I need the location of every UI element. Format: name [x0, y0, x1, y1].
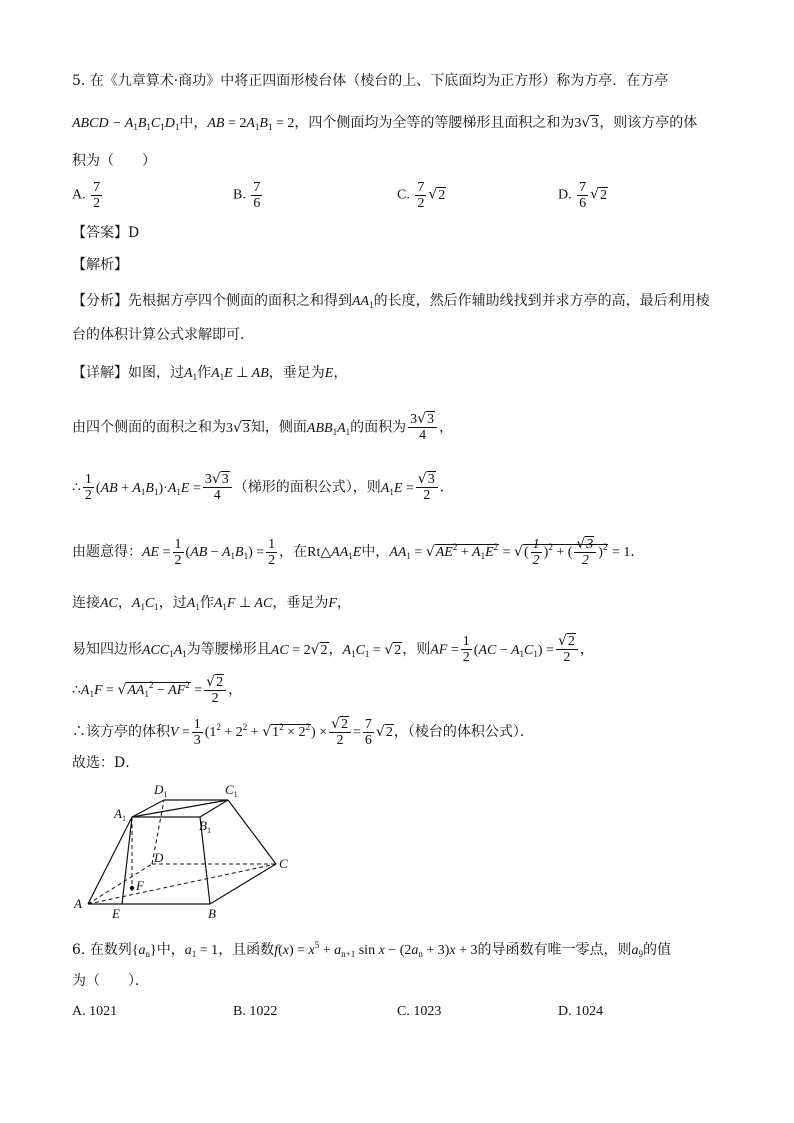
step8-line: 故选：D．: [72, 755, 140, 771]
q5-option-c[interactable]: C. $\frac{7}{2}$ √2: [397, 180, 446, 211]
math: $(AB + A_1B_1)\cdot A_1E$ =: [95, 480, 201, 497]
option-letter: A.: [72, 187, 86, 203]
text: 1023: [413, 1004, 442, 1019]
math: E: [324, 366, 334, 381]
text: 的导函数有唯一零点，则: [477, 942, 632, 958]
q6-option-d[interactable]: [558, 1004, 603, 1020]
math: V =: [170, 725, 190, 740]
text: ，则: [402, 641, 431, 658]
math: $AA_1 = √AE^2 + A_1E^2$ = √( $\frac{1}{2}$ )$^2$ + ( $\frac{√3}{2}$ )$^2$ = 1: [389, 536, 631, 569]
step1-line: [72, 412, 453, 443]
text: 中，: [156, 942, 185, 958]
q5-line3: 积为（ ）: [72, 153, 156, 169]
text: 的长度，然后作辅助线找到并求方亭的高，最后利用棱: [373, 293, 710, 309]
step6-line: [72, 674, 242, 706]
text: 连接: [72, 595, 100, 611]
math: $A_1F = √AA_1^2 - AF^2$ =: [80, 680, 203, 699]
option-fraction: [91, 180, 102, 211]
text: 知，侧面: [250, 419, 307, 436]
math: $\frac{7}{6}$: [364, 716, 372, 748]
label-a: A: [74, 896, 82, 911]
text: ，（棱台的体积公式）．: [393, 724, 534, 740]
math: $A_1C_1 = √2$: [342, 641, 402, 659]
q5-line2: [72, 112, 697, 138]
math: $(AC - A_1C_1)$ =: [473, 642, 554, 659]
math: $\frac{√2}{2}$: [556, 634, 578, 665]
label-b: B: [208, 906, 216, 920]
math: $ABB_1A_1$: [306, 420, 351, 437]
text: ，则该方亭的体: [599, 115, 698, 131]
option-fraction: [415, 180, 426, 211]
label-d: D: [154, 850, 164, 865]
text: 中，: [179, 115, 208, 131]
numerator: 7: [93, 180, 101, 195]
math: $\frac{1}{3}$: [193, 716, 201, 748]
math: AE =: [142, 545, 171, 560]
math: $\frac{3√3}{4}$: [203, 472, 232, 503]
frustum-figure: [70, 780, 300, 920]
math: 2: [385, 725, 393, 740]
math: $\frac{√2}{2}$: [204, 675, 226, 706]
text: （梯形的面积公式），则: [233, 479, 381, 496]
text: 作: [199, 595, 214, 611]
math: $ACC_1A_1$: [142, 642, 187, 659]
q5-option-a[interactable]: [72, 180, 104, 211]
math: $a_1 = 1$: [184, 943, 219, 959]
math: =: [353, 725, 361, 740]
analysis-tag: 【解析】: [72, 257, 128, 273]
denominator: 2: [417, 196, 425, 211]
answer-tag: 【答案】: [72, 225, 128, 241]
math: $\frac{1}{2}$: [174, 536, 182, 568]
denominator: 6: [253, 196, 261, 211]
text: ，在: [279, 544, 308, 560]
label-f: F: [136, 878, 144, 893]
text: ∴该方亭的体积: [72, 724, 170, 740]
math: F: [328, 596, 337, 611]
option-fraction: [251, 180, 262, 211]
label-d1: $D_1$: [154, 782, 168, 799]
math: $(AB - A_1B_1)$ =: [185, 545, 265, 561]
numerator: 7: [253, 180, 261, 195]
q5-option-d[interactable]: D. $\frac{7}{6}$ √2: [558, 180, 608, 211]
text: ．: [630, 544, 645, 560]
step7-line: [72, 716, 534, 748]
math: $f(x) = x^5 + a_{n+1}$ $\sin x - (2a_n + 3)x + 3$: [274, 940, 478, 959]
text: ，: [579, 641, 594, 658]
step4-line: [72, 592, 351, 618]
math: $\frac{1}{2}$: [268, 536, 276, 568]
option-fraction: [577, 180, 588, 211]
q6-option-c[interactable]: [397, 1004, 441, 1020]
edge-ac-hidden: [88, 864, 276, 904]
text: 1024: [575, 1004, 604, 1019]
step2-line: [72, 472, 454, 503]
q5-number: 5.: [72, 73, 86, 89]
edge-a1e: [122, 817, 132, 904]
answer-line: [72, 222, 139, 244]
text: A.: [72, 1004, 86, 1019]
label-b1: $B_1$: [199, 818, 211, 835]
text: ，: [228, 682, 243, 698]
q6-option-a[interactable]: [72, 1004, 117, 1020]
q5-stem-1: 在《九章算术·商功》中将正四面形棱台体（棱台的上、下底面均为正方形）称为方亭．在方亭: [89, 73, 669, 89]
text: ，: [328, 641, 343, 658]
q6-option-b[interactable]: [233, 1004, 277, 1020]
q5-option-b[interactable]: [233, 180, 264, 211]
option-letter: C.: [397, 187, 410, 203]
edge-aa1: [88, 817, 132, 904]
option-letter: B.: [233, 187, 246, 203]
math-3root3: 3√3: [574, 115, 599, 131]
text: 1022: [249, 1004, 278, 1019]
text: 由四个侧面的面积之和为: [72, 419, 226, 436]
text: ，且函数: [218, 942, 275, 958]
text: 易知四边形: [72, 641, 142, 658]
math-aa1: $AA_1$: [352, 294, 374, 310]
text: 的面积为: [350, 419, 407, 436]
text: D.: [558, 1004, 572, 1019]
text: C.: [397, 1004, 410, 1019]
label-c: C: [279, 856, 288, 871]
text: 中，: [361, 544, 390, 560]
math: AC = 2√2: [270, 641, 328, 658]
label-a1: $A_1$: [114, 806, 126, 823]
answer-value: D: [128, 225, 140, 241]
q6-line1: [72, 934, 671, 965]
text: 的值: [643, 942, 672, 958]
math: $\{a_n\}$: [131, 943, 157, 959]
text: 由题意得：: [72, 544, 142, 560]
math: $A_1C_1$: [131, 596, 159, 612]
math: $(1^2 + 2^2 + √1^2 \times 2^2)$ ×: [204, 722, 328, 740]
math: $\frac{√2}{2}$: [329, 717, 351, 748]
text: ，四个侧面均为全等的等腰梯形且面积之和为: [294, 115, 575, 131]
math: $\frac{√3}{2}$: [416, 472, 438, 503]
math: $A_1$: [186, 596, 200, 612]
denominator: 2: [93, 196, 101, 211]
math: AC: [100, 596, 118, 611]
q6-number: 6.: [72, 942, 86, 958]
math: $\frac{1}{2}$: [462, 634, 470, 665]
text: ，: [333, 365, 348, 381]
step5-line: [72, 634, 594, 665]
math: AF =: [430, 642, 459, 658]
q6-line2: 为（ ）．: [72, 973, 149, 989]
text: 为等腰梯形且: [186, 641, 271, 658]
radicand: 2: [438, 187, 446, 203]
detail-tag: 【详解】: [72, 365, 128, 381]
text: 1021: [89, 1004, 118, 1019]
math: $\frac{1}{2}$: [84, 472, 92, 503]
text: ∴: [72, 479, 81, 496]
text: 如图，过: [128, 365, 184, 381]
math: √: [375, 724, 385, 740]
label-c1: $C_1$: [225, 782, 238, 799]
math: $A_1E$ =: [380, 480, 414, 497]
text: ，: [439, 419, 454, 436]
math: Rt△: [307, 545, 332, 560]
text: ∴: [72, 682, 81, 698]
text: 作: [197, 365, 212, 381]
edge-bc: [210, 864, 276, 904]
text: ，垂足为: [268, 365, 325, 381]
fenxi-tag: 【分析】: [72, 293, 128, 309]
edge-cc1: [228, 800, 276, 864]
numerator: 7: [579, 180, 587, 195]
text: ，过: [158, 595, 187, 611]
numerator: 7: [417, 180, 425, 195]
q5-line1: [72, 70, 668, 92]
math: $a_9$: [631, 943, 644, 959]
option-letter: D.: [558, 187, 572, 203]
math-ab: AB = $2A_1B_1 = 2$: [207, 116, 295, 132]
math: $A_1F$ ⊥ AC: [213, 596, 273, 612]
text: ，垂足为: [272, 595, 329, 611]
detail-line1: [72, 362, 347, 388]
fenxi-line2: 台的体积计算公式求解即可．: [72, 327, 254, 343]
text: ，: [117, 595, 132, 611]
step3-line: [72, 536, 644, 568]
math: $A_1E$ ⊥ AB: [211, 366, 269, 382]
denominator: 6: [579, 196, 587, 211]
math: $A_1$: [184, 366, 198, 382]
fenxi-line1: [72, 290, 710, 316]
text: ．: [439, 479, 454, 496]
point-f: [130, 886, 134, 890]
text: 先根据方亭四个侧面的面积之和得到: [128, 293, 352, 309]
label-e: E: [112, 906, 120, 920]
text: 在数列: [89, 942, 132, 958]
math: 3√3: [226, 419, 250, 436]
text: B.: [233, 1004, 246, 1019]
text: ，: [336, 595, 351, 611]
math: $AA_1E$: [331, 545, 362, 561]
radicand: 2: [600, 187, 608, 203]
math: $\frac{3√3}{4}$: [408, 412, 437, 443]
math-frustum-name: ABCD − $A_1B_1C_1D_1$: [72, 116, 180, 132]
